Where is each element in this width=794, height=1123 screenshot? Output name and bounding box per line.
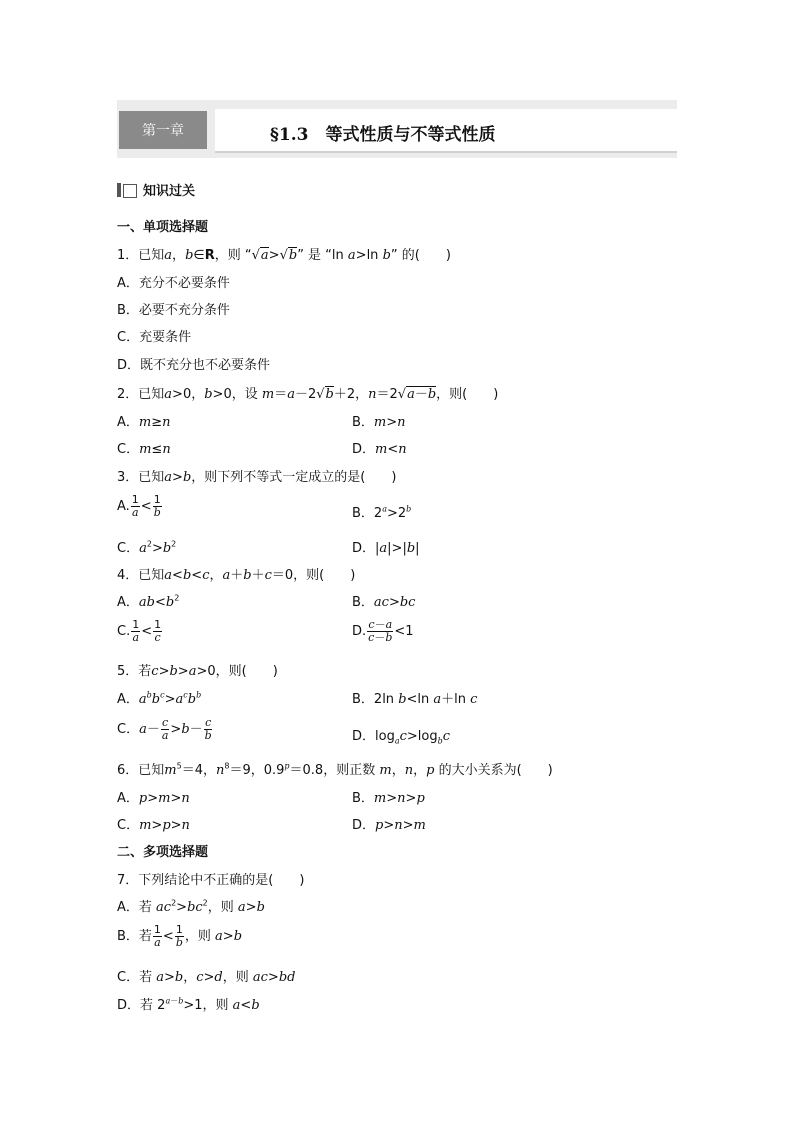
q5-option-a: A．$a^bb^c>a^cb^b$ (117, 690, 202, 707)
q3-option-a: A. $\frac{1}{a}$ < $\frac{1}{b}$ (117, 493, 161, 519)
q7-option-a: A．若 $ac^2>bc^2$，则 a>b (117, 898, 265, 915)
q1-option-d: D．既不充分也不必要条件 (117, 358, 271, 373)
q3-option-c: C．$a^2>b^2$ (117, 539, 177, 556)
q2-option-d: D．m<n (352, 442, 407, 457)
q5-option-c: C．a－ $\frac{c}{a}$ >b－ $\frac{c}{b}$ (117, 716, 212, 742)
q6-option-b: B．m>n>p (352, 791, 425, 806)
checkbox-icon (117, 183, 137, 197)
q3-option-b: B．$2^a>2^b$ (352, 504, 412, 521)
question-3: 3．已知a>b，则下列不等式一定成立的是( ) (117, 470, 397, 485)
section-label-row (117, 180, 195, 199)
part2-heading: 二、多项选择题 (117, 845, 209, 860)
q5-option-d: D．$\log_ac>\log_bc$ (352, 729, 451, 746)
q7-option-b: B．若 $\frac{1}{a}$ < $\frac{1}{b}$ ，则 a>b (117, 923, 243, 949)
q4-option-d: D. $\frac{c-a}{c-b}$ <1 (352, 618, 414, 644)
q1-option-b: B．必要不充分条件 (117, 303, 230, 318)
question-5: 5．若c>b>a>0，则( ) (117, 664, 278, 679)
q3-option-d: D．|a|>|b| (352, 541, 420, 556)
q4-option-c: C. $\frac{1}{a}$ < $\frac{1}{c}$ (117, 618, 162, 644)
q2-option-a: A．m≥n (117, 415, 171, 430)
q2-option-b: B．m>n (352, 415, 406, 430)
q6-option-d: D．p>n>m (352, 818, 426, 833)
chapter-label: 第一章 (119, 111, 207, 149)
question-1: 1．已知a，b∈R，则 “√a>√b” 是 “ln a>ln b” 的( ) (117, 248, 451, 263)
q1-option-c: C．充要条件 (117, 330, 192, 345)
q5-option-b: B．2ln b<ln a＋ln c (352, 692, 478, 707)
question-4: 4．已知a<b<c，a＋b＋c＝0，则( ) (117, 568, 356, 583)
question-6: 6．已知$m^5=4$，$n^8=9$，$0.9^p=0.8$，则正数 m，n，p 的大小关系为( ) (117, 761, 553, 778)
page-title: §1.3 等式性质与不等式性质 (270, 125, 496, 145)
question-2: 2．已知a>0，b>0，设 m＝a－2√b＋2，n＝2√a－b，则( ) (117, 387, 499, 402)
q6-option-c: C．m>p>n (117, 818, 190, 833)
q4-option-a: A．$ab<b^2$ (117, 593, 180, 610)
q6-option-a: A．p>m>n (117, 791, 190, 806)
q2-option-c: C．m≤n (117, 442, 171, 457)
q4-option-b: B．ac>bc (352, 595, 416, 610)
question-7: 7．下列结论中不正确的是( ) (117, 873, 305, 888)
section-label: 知识过关 (143, 184, 196, 199)
q7-option-d: D．若 $2^{a-b}>1$，则 a<b (117, 996, 260, 1013)
q7-option-c: C．若 a>b，c>d，则 ac>bd (117, 970, 296, 985)
q1-option-a: A．充分不必要条件 (117, 276, 230, 291)
part1-heading: 一、单项选择题 (117, 220, 209, 235)
